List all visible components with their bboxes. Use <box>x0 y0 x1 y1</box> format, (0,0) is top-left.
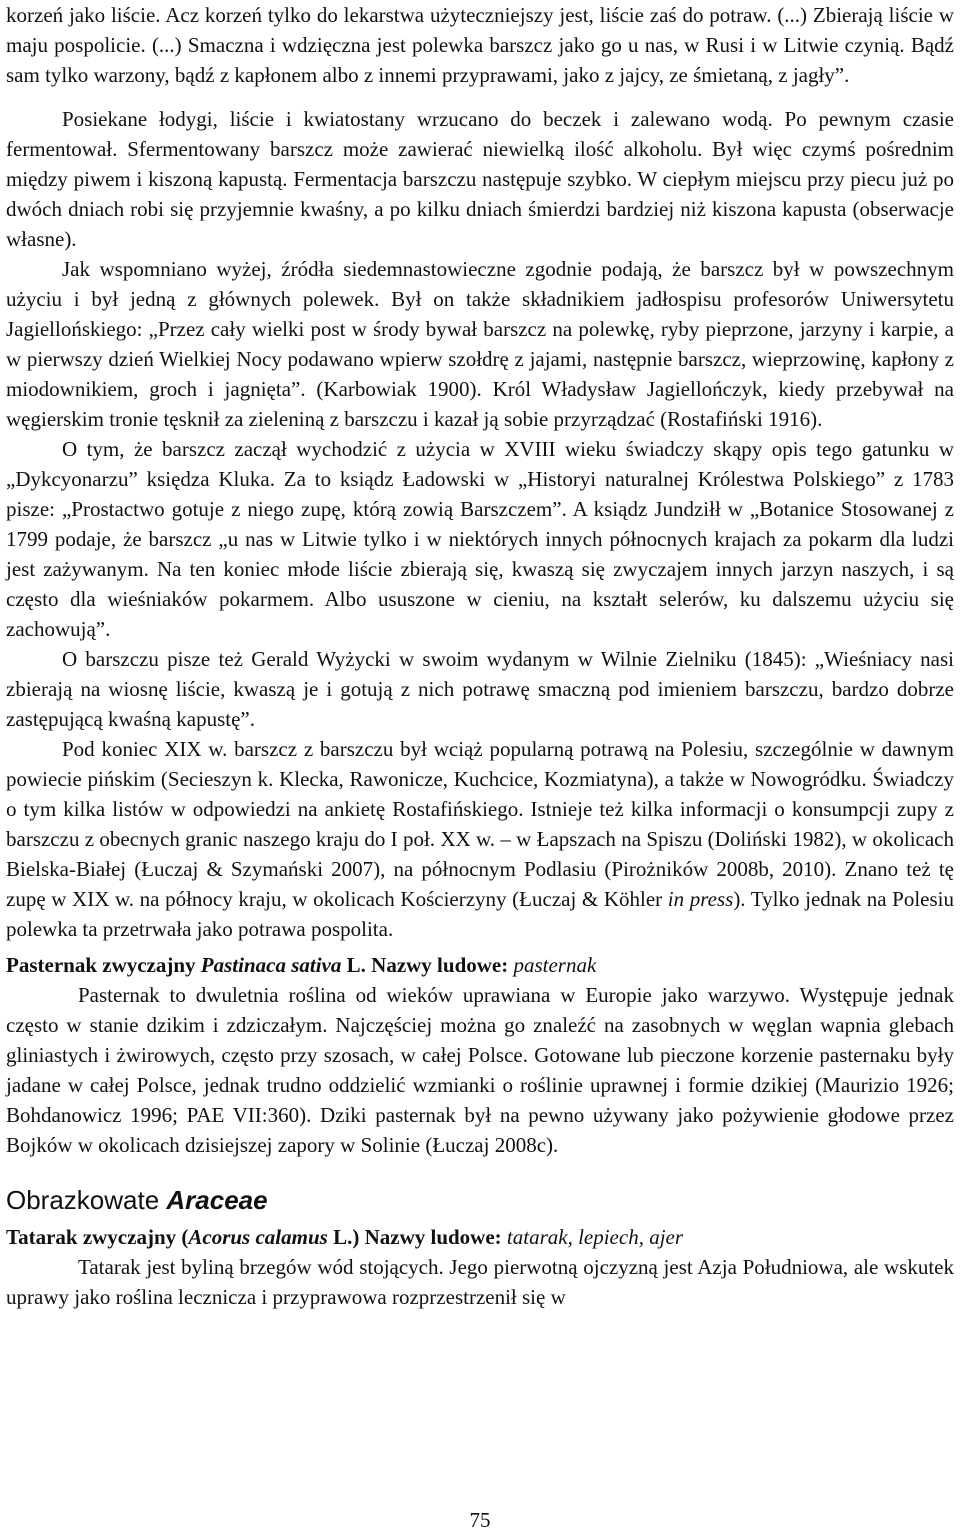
paragraph-text: ). Tylko jednak na Polesiu polewka ta przetrwała jako potrawa pospolita. <box>6 887 954 941</box>
paragraph: Posiekane łodygi, liście i kwiatostany wrzucano do beczek i zalewano wodą. Po pewnym czasie fermentował. Sfermentowany barszcz może zawierać niewielką ilość alkoholu. Był więc czymś pośrednim między piwem i kiszoną kapustą. Fermentacja barszczu następuje szybko. W ciepłym miejscu przy piecu już po dwóch dniach robi się przyjemnie kwaśny, a po kilku dniach śmierdzi bardziej niż kiszona kapusta (obserwacje własne). <box>6 107 954 251</box>
paragraph: Jak wspomniano wyżej, źródła siedemnastowieczne zgodnie podają, że barszcz był w powszechnym użyciu i był jedną z głównych polewek. Był on także składnikiem jadłospisu profesorów Uniwersytetu Jagiellońskiego: „Przez cały wielki post w środy bywał barszcz na polewkę, ryby pieprzone, jarzyny i karpie, a w pierwszy dzień Wielkiej Nocy podawano wpierw szołdrę z jajami, następnie barszcz, wieprzowinę, kapłony z miodownikiem, groch i jagnięta”. (Karbowiak 1900). Król Władysław Jagiellończyk, kiedy przebywał na węgierskim tronie tęsknił za zieleniną z barszczu i kazał ją sobie przyrządzać (Rostafiński 1916). <box>6 257 954 431</box>
species-author: L. Nazwy ludowe: <box>341 953 514 977</box>
species-latin: Acorus calamus <box>188 1225 328 1249</box>
species-heading <box>6 950 954 980</box>
page-number: 75 <box>469 1508 491 1532</box>
species-author: L.) Nazwy ludowe: <box>327 1225 507 1249</box>
paragraph: korzeń jako liście. Acz korzeń tylko do lekarstwa użyteczniejszy jest, liście zaś do potraw. (...) Zbierają liście w maju pospolicie. (...) Smaczna i wdzięczna jest polewka barszcz jako go u nas, w Rusi i w Litwie czynią. Bądź sam tylko warzony, bądź z kapłonem albo z innemi przyprawami, jako z jajcy, ze śmietaną, z jagły”. <box>6 3 954 87</box>
section-latin: Araceae <box>166 1185 268 1215</box>
species-latin: Pastinaca sativa <box>200 953 342 977</box>
paragraph: Tatarak jest byliną brzegów wód stojących. Jego pierwotną ojczyzną jest Azja Południowa, ale wskutek uprawy jako roślina lecznicza i przyprawowa rozprzestrzenił się w <box>6 1255 954 1309</box>
paragraph <box>6 734 954 944</box>
folk-names: tatarak, lepiech, ajer <box>506 1225 684 1249</box>
paragraph-text: Pod koniec XIX w. barszcz z barszczu był wciąż popularną potrawą na Polesiu, szczególnie w dawnym powiecie pińskim (Secieszyn k. Klecka, Rawonicze, Kuchcice, Kozmiatyna), a także w Nowogródku. Świadczy o tym kilka listów w odpowiedzi na ankietę Rostafińskiego. Istnieje też kilka informacji o konsumpcji zupy z barszczu z obecnych granic naszego kraju do I poł. XX w. – w Łapszach na Spiszu (Doliński 1982), w okolicach Bielska-Białej (Łuczaj & Szymański 2007), na północnym Podlasiu (Pirożników 2008b, 2010). Znano też tę zupę w XIX w. na północy kraju, w okolicach Kościerzyny (Łuczaj & Köhler <box>6 737 954 911</box>
section-heading <box>6 1184 954 1216</box>
folk-names: pasternak <box>513 953 597 977</box>
species-name: Pasternak zwyczajny <box>6 953 201 977</box>
italic-text: in press <box>667 887 734 911</box>
section-prefix: Obrazkowate <box>6 1185 167 1215</box>
species-heading <box>6 1222 954 1252</box>
paragraph: O tym, że barszcz zaczął wychodzić z użycia w XVIII wieku świadczy skąpy opis tego gatunku w „Dykcyonarzu” księdza Kluka. Za to ksiądz Ładowski w „Historyi naturalnej Królestwa Polskiego” z 1783 pisze: „Prostactwo gotuje z niego zupę, którą zowią Barszczem”. A ksiądz Jundziłł w „Botanice Stosowanej z 1799 podaje, że barszcz „u nas w Litwie tylko i w niektórych innych północnych krajach za pokarm dla ludzi jest zażywanym. Na ten koniec młode liście zbierają się, kwaszą się zwyczajem innych jarzyn naszych, i są często dla wieśniaków pokarmem. Albo ususzone w cieniu, na kształt selerów, ku dalszemu użyciu się zachowują”. <box>6 437 954 641</box>
species-name: Tatarak zwyczajny ( <box>6 1225 189 1249</box>
document-page <box>6 0 954 1312</box>
paragraph: Pasternak to dwuletnia roślina od wieków uprawiana w Europie jako warzywo. Występuje jednak często w stanie dzikim i zdziczałym. Najczęściej można go znaleźć na zasobnych w węglan wapnia glebach gliniastych i żwirowych, często przy szosach, w całej Polsce. Gotowane lub pieczone korzenie pasternaku były jadane w całej Polsce, jednak trudno oddzielić wzmianki o roślinie uprawnej i formie dzikiej (Maurizio 1926; Bohdanowicz 1996; PAE VII:360). Dziki pasternak był na pewno używany jako pożywienie głodowe przez Bojków w okolicach dzisiejszej zapory w Solinie (Łuczaj 2008c). <box>6 983 954 1157</box>
paragraph: O barszczu pisze też Gerald Wyżycki w swoim wydanym w Wilnie Zielniku (1845): „Wieśniacy nasi zbierają na wiosnę liście, kwaszą je i gotują z nich potrawę smaczną pod imieniem barszczu, bardzo dobrze zastępującą kwaśną kapustę”. <box>6 647 954 731</box>
